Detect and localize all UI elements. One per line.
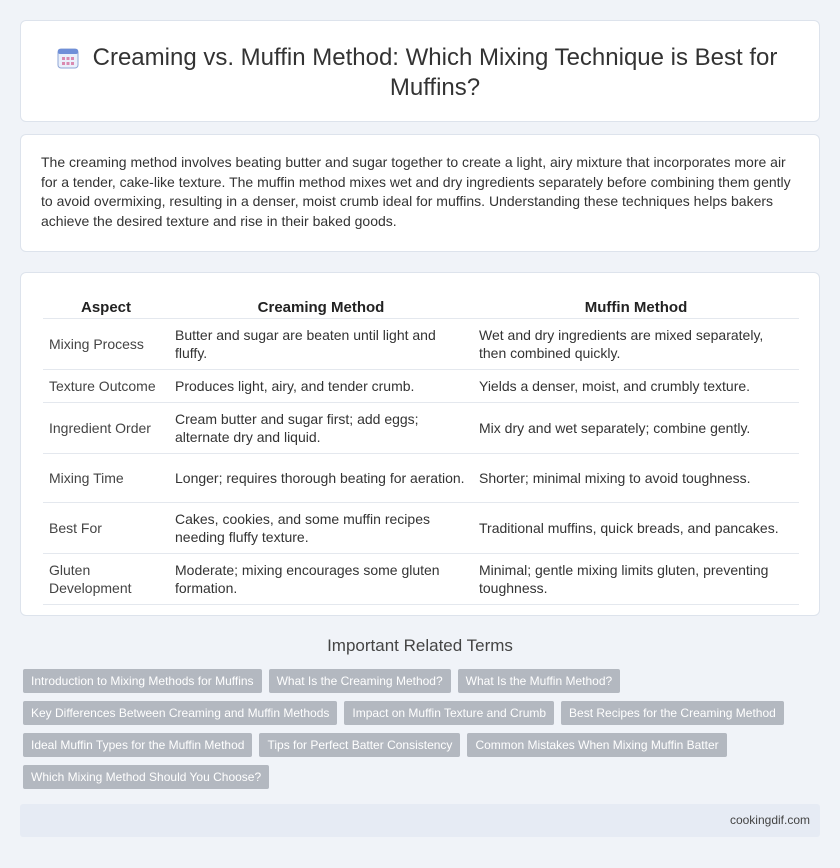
- comparison-table: [43, 295, 799, 605]
- column-header: Creaming Method: [169, 295, 473, 319]
- related-term-tag[interactable]: Common Mistakes When Mixing Muffin Batter: [467, 733, 726, 757]
- creaming-cell: Butter and sugar are beaten until light and fluffy.: [169, 319, 473, 370]
- table-row: [43, 370, 799, 403]
- aspect-cell: Mixing Process: [43, 319, 169, 370]
- creaming-cell: Longer; requires thorough beating for aeration.: [169, 454, 473, 503]
- title-card: [20, 20, 820, 122]
- related-term-tag[interactable]: Ideal Muffin Types for the Muffin Method: [23, 733, 252, 757]
- creaming-cell: Moderate; mixing encourages some gluten formation.: [169, 554, 473, 605]
- page-title: Creaming vs. Muffin Method: Which Mixing Technique is Best for Muffins?: [92, 44, 778, 101]
- muffin-cell: Shorter; minimal mixing to avoid toughness.: [473, 454, 799, 503]
- related-term-tag[interactable]: Impact on Muffin Texture and Crumb: [344, 701, 554, 725]
- related-term-tag[interactable]: Best Recipes for the Creaming Method: [561, 701, 784, 725]
- table-row: [43, 454, 799, 503]
- column-header: Muffin Method: [473, 295, 799, 319]
- creaming-cell: Cream butter and sugar first; add eggs; alternate dry and liquid.: [169, 403, 473, 454]
- related-term-tag[interactable]: Introduction to Mixing Methods for Muffins: [23, 669, 262, 693]
- related-term-tag[interactable]: What Is the Muffin Method?: [458, 669, 621, 693]
- aspect-cell: Texture Outcome: [43, 370, 169, 403]
- aspect-cell: Mixing Time: [43, 454, 169, 503]
- muffin-cell: Yields a denser, moist, and crumbly texture.: [473, 370, 799, 403]
- related-terms-list: [23, 669, 823, 797]
- related-term-tag[interactable]: What Is the Creaming Method?: [269, 669, 451, 693]
- aspect-cell: Gluten Development: [43, 554, 169, 605]
- comparison-card: [20, 272, 820, 616]
- muffin-cell: Wet and dry ingredients are mixed separately, then combined quickly.: [473, 319, 799, 370]
- creaming-cell: Cakes, cookies, and some muffin recipes needing fluffy texture.: [169, 503, 473, 554]
- footer: [20, 804, 820, 837]
- intro-paragraph: The creaming method involves beating butter and sugar together to create a light, airy mixture that incorporates more air for a tender, cake-like texture. The muffin method mixes wet and dry ingredients separately before combining them gently to avoid overmixing, resulting in a denser, moist crumb ideal for muffins. Understanding these techniques helps bakers achieve the desired texture and rise in their baked goods.: [41, 154, 791, 229]
- column-header: Aspect: [43, 295, 169, 319]
- aspect-cell: Best For: [43, 503, 169, 554]
- related-term-tag[interactable]: Tips for Perfect Batter Consistency: [259, 733, 460, 757]
- related-term-tag[interactable]: Key Differences Between Creaming and Muffin Methods: [23, 701, 337, 725]
- muffin-cell: Mix dry and wet separately; combine gently.: [473, 403, 799, 454]
- table-header-row: [43, 295, 799, 319]
- table-row: [43, 319, 799, 370]
- muffin-cell: Minimal; gentle mixing limits gluten, preventing toughness.: [473, 554, 799, 605]
- intro-card: [20, 134, 820, 252]
- aspect-cell: Ingredient Order: [43, 403, 169, 454]
- muffin-cell: Traditional muffins, quick breads, and pancakes.: [473, 503, 799, 554]
- site-name[interactable]: cookingdif.com: [729, 813, 810, 827]
- related-term-tag[interactable]: Which Mixing Method Should You Choose?: [23, 765, 269, 789]
- calendar-icon: [57, 47, 79, 69]
- creaming-cell: Produces light, airy, and tender crumb.: [169, 370, 473, 403]
- table-row: [43, 503, 799, 554]
- table-row: [43, 554, 799, 605]
- table-row: [43, 403, 799, 454]
- related-terms-heading: Important Related Terms: [327, 636, 513, 655]
